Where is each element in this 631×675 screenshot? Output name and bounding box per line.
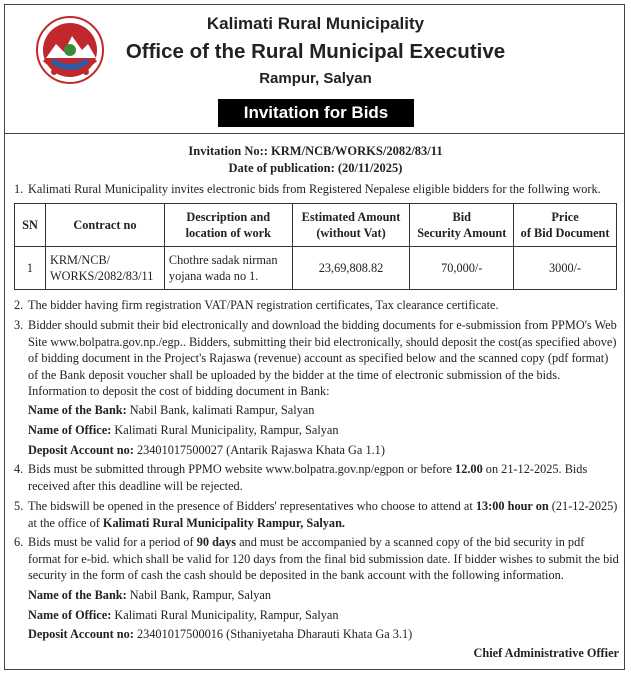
cell-security: 70,000/- (410, 247, 514, 290)
item-number: 5. (14, 499, 24, 513)
item-number: 1. (14, 182, 24, 196)
col-security: Bid Security Amount (410, 204, 514, 247)
col-description: Description and location of work (164, 204, 292, 247)
col-contract: Contract no (45, 204, 164, 247)
invitation-number: Invitation No:: KRM/NCB/WORKS/2082/83/11 (188, 144, 443, 158)
cell-estimate: 23,69,808.82 (292, 247, 410, 290)
item-text: Bidder should submit their bid electronically and download the bidding documents for e-submission from PPMO's Web Site www.bolpatra.gov.np./egp.. Bidders, submitting their bid electronically, should deposit the cost(as specified above) of bidding document in the Project's Rajaswa (revenue) account as specified below and the scanned copy (pdf format) of the Bank deposit voucher shall be uploaded by the bidder at the time of electronic submission of the bids. Information to deposit the cost of bidding document in Bank: (28, 318, 617, 399)
table-row (15, 247, 617, 290)
item-text: The bidswill be opened in the presence of Bidders' representatives who choose to attend at 13:00 hour on (21-12-2025) at the office of Kalimati Rural Municipality Rampur, Salyan. (28, 499, 618, 530)
item-number: 4. (14, 462, 24, 476)
cell-contract: KRM/NCB/ WORKS/2082/83/11 (45, 247, 164, 290)
office-name: Office of the Rural Municipal Executive (125, 40, 506, 63)
table-header-row (15, 204, 617, 247)
list-item (14, 498, 620, 531)
list-item (14, 534, 620, 584)
banner-title: Invitation for Bids (218, 99, 414, 127)
cell-price: 3000/- (514, 247, 617, 290)
list-item (14, 461, 620, 494)
list-item (14, 181, 620, 198)
bank2-office: Name of Office: Kalimati Rural Municipality, Rampur, Salyan (28, 608, 339, 622)
bank1-name: Name of the Bank: Nabil Bank, kalimati Rampur, Salyan (28, 403, 315, 417)
item-text: Bids must be submitted through PPMO website www.bolpatra.gov.np/egpon or before 12.00 on 21-12-2025. Bids received after this deadline will be rejected. (28, 462, 588, 493)
bank1-office: Name of Office: Kalimati Rural Municipality, Rampur, Salyan (28, 423, 339, 437)
item-text: The bidder having firm registration VAT/PAN registration certificates, Tax clearance certificate. (28, 298, 499, 312)
col-estimate: Estimated Amount (without Vat) (292, 204, 410, 247)
list-item (14, 317, 620, 400)
item-number: 2. (14, 298, 24, 312)
bank2-account: Deposit Account no: 23401017500016 (Sthaniyetaha Dharauti Khata Ga 3.1) (28, 627, 413, 641)
divider (4, 133, 625, 134)
item-text: Kalimati Rural Municipality invites electronic bids from Registered Nepalese eligible bidders for the follwing work. (28, 182, 601, 196)
bank1-account: Deposit Account no: 23401017500027 (Antarik Rajaswa Khata Ga 1.1) (28, 443, 385, 457)
bank2-name: Name of the Bank: Nabil Bank, Rampur, Salyan (28, 588, 272, 602)
bid-table (14, 203, 617, 290)
publication-date: Date of publication: (20/11/2025) (228, 161, 403, 175)
cell-description: Chothre sadak nirman yojana wada no 1. (164, 247, 292, 290)
col-sn: SN (15, 204, 46, 247)
location: Rampur, Salyan (259, 70, 372, 87)
col-price: Price of Bid Document (514, 204, 617, 247)
list-item (14, 297, 620, 314)
item-number: 3. (14, 318, 24, 332)
item-number: 6. (14, 535, 24, 549)
item-text: Bids must be valid for a period of 90 days and must be accompanied by a scanned copy of the bid security in pdf format for e-bid. which shall be valid for 120 days from the final bid submission date. If bidder wishes to submit the bid security in the form of cash the cash should be deposited in the bank account with the following information. (28, 535, 619, 583)
municipality-name: Kalimati Rural Municipality (206, 14, 425, 33)
cell-sn: 1 (15, 247, 46, 290)
signature: Chief Administrative Offier (473, 646, 619, 660)
